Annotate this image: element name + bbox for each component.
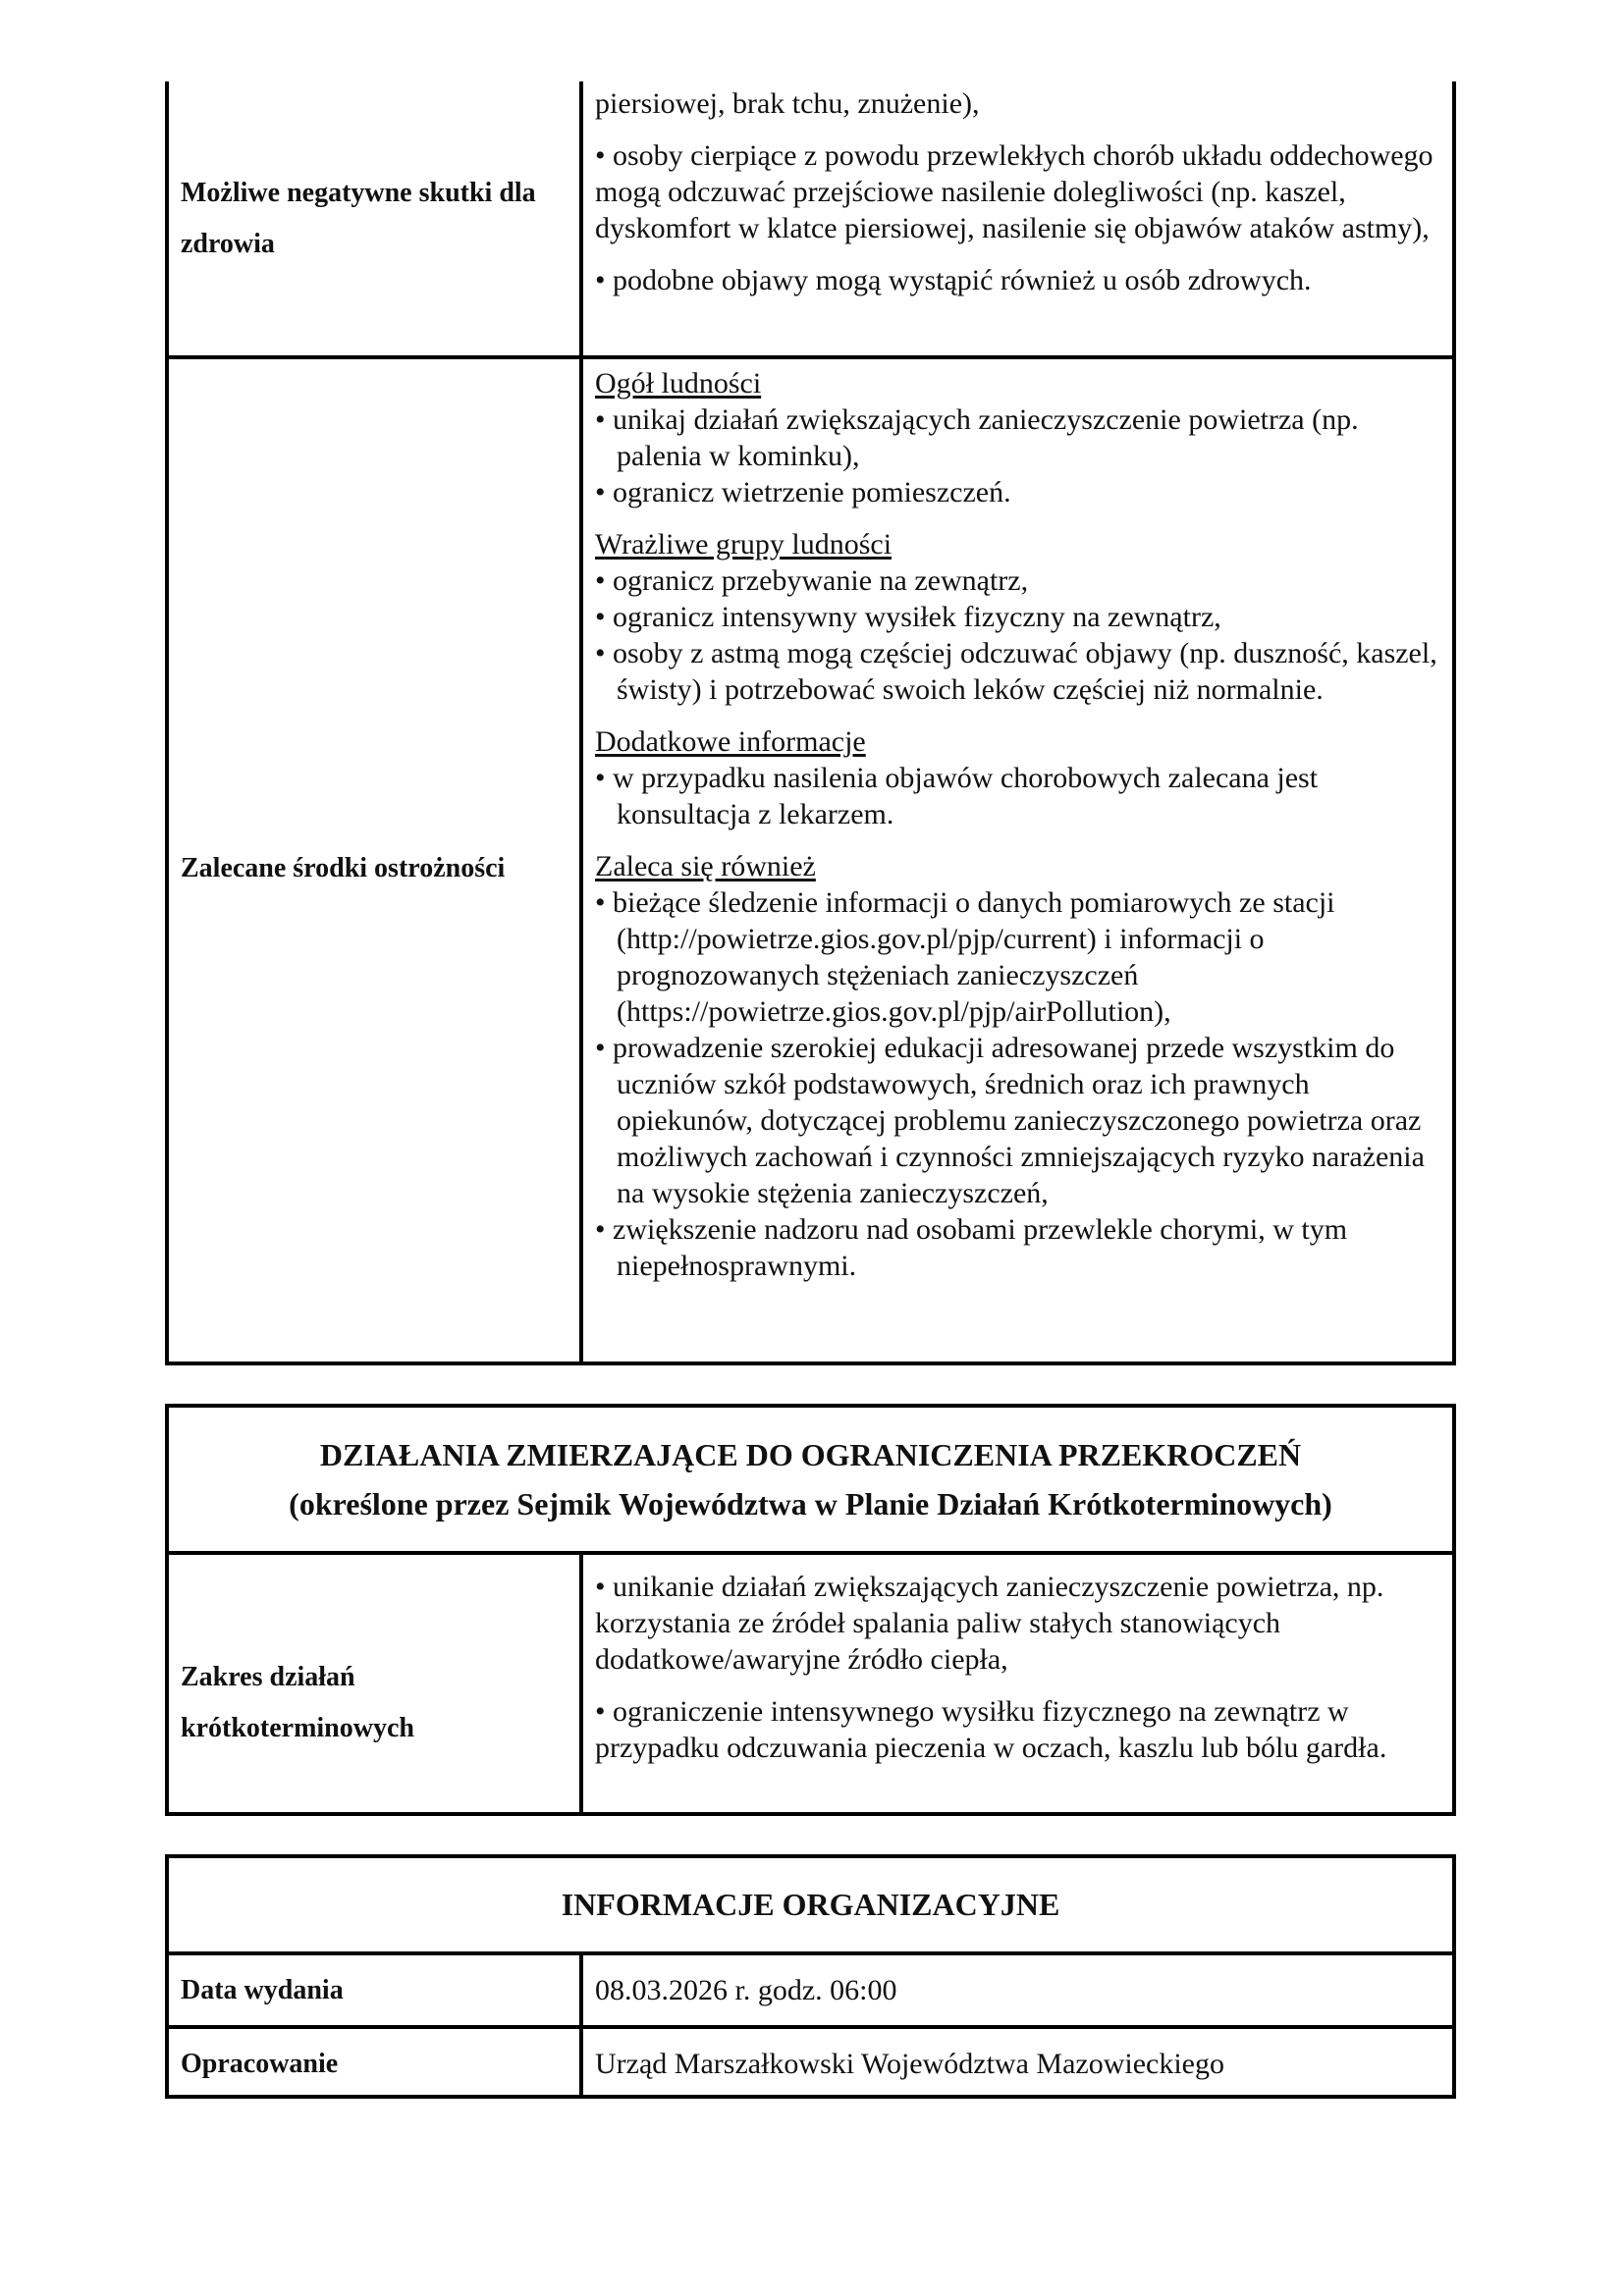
list-item: • unikaj działań zwiększających zanieczyszczenie powietrza (np. palenia w kominku), bbox=[595, 403, 1359, 472]
health-effects-paragraph: piersiowej, brak tchu, znużenie), bbox=[595, 87, 980, 120]
row-prepared-by bbox=[169, 2025, 1452, 2099]
actions-header-subtitle: (określone przez Sejmik Województwa w Planie Działań Krótkoterminowych) bbox=[289, 1486, 1332, 1522]
list-item: • bieżące śledzenie informacji o danych pomiarowych ze stacji (http://powietrze.gios.gov.pl/pjp/current) i informacji o prognozowanych stężeniach zanieczyszczeń (https://powietrze.gios.gov.pl/pjp/airPollution), bbox=[595, 886, 1335, 1028]
section-general-population bbox=[595, 365, 1440, 510]
list-item: • zwiększenie nadzoru nad osobami przewlekle chorymi, w tym niepełnosprawnymi. bbox=[595, 1213, 1348, 1282]
section-title: Zaleca się również bbox=[595, 850, 816, 882]
actions-table bbox=[165, 1404, 1456, 1816]
health-info-table bbox=[165, 81, 1456, 1365]
value-issue-date: 08.03.2026 r. godz. 06:00 bbox=[595, 1974, 897, 2006]
section-additional-info bbox=[595, 723, 1440, 832]
health-effects-paragraph: • osoby cierpiące z powodu przewlekłych chorób układu oddechowego mogą odczuwać przejściowe nasilenie dolegliwości (np. kaszel, dyskomfort w klatce piersiowej, nasilenie się objawów ataków astmy), bbox=[595, 139, 1434, 244]
section-sensitive-groups bbox=[595, 526, 1440, 708]
list-item: • osoby z astmą mogą częściej odczuwać objawy (np. duszność, kaszel, świsty) i potrzebować swoich leków częściej niż normalnie. bbox=[595, 637, 1437, 706]
row-precautions bbox=[169, 355, 1452, 1365]
row-issue-date bbox=[169, 1951, 1452, 2025]
section-also-recommended bbox=[595, 848, 1440, 1284]
row-short-term-actions bbox=[169, 1551, 1452, 1812]
list-item: • prowadzenie szerokiej edukacji adresowanej przede wszystkim do uczniów szkół podstawowych, średnich oraz ich prawnych opiekunów, dotyczącej problemu zanieczyszczonego powietrza oraz możliwych zachowań i czynności zmniejszających ryzyko narażenia na wysokie stężenia zanieczyszczeń, bbox=[595, 1032, 1425, 1209]
org-info-header: INFORMACJE ORGANIZACYJNE bbox=[561, 1887, 1060, 1922]
org-info-table bbox=[165, 1854, 1456, 2099]
label-health-effects: Możliwe negatywne skutki dla zdrowia bbox=[169, 81, 583, 355]
actions-header-title: DZIAŁANIA ZMIERZAJĄCE DO OGRANICZENIA PRZEKROCZEŃ bbox=[319, 1437, 1302, 1472]
section-title: Wrażliwe grupy ludności bbox=[595, 528, 893, 561]
list-item: • ogranicz wietrzenie pomieszczeń. bbox=[595, 476, 1011, 508]
value-short-term-actions bbox=[583, 1555, 1452, 1812]
action-paragraph: • unikanie działań zwiększających zanieczyszczenie powietrza, np. korzystania ze źródeł spalania paliw stałych stanowiących dodatkowe/awaryjne źródło ciepła, bbox=[595, 1571, 1384, 1676]
label-prepared-by: Opracowanie bbox=[169, 2029, 583, 2099]
row-health-effects bbox=[169, 81, 1452, 355]
value-health-effects bbox=[583, 81, 1452, 355]
actions-table-header bbox=[169, 1408, 1452, 1551]
list-item: • ogranicz intensywny wysiłek fizyczny na zewnątrz, bbox=[595, 601, 1221, 633]
section-title: Ogół ludności bbox=[595, 367, 762, 400]
list-item: • w przypadku nasilenia objawów chorobowych zalecana jest konsultacja z lekarzem. bbox=[595, 762, 1319, 830]
label-issue-date: Data wydania bbox=[169, 1955, 583, 2025]
health-effects-paragraph: • podobne objawy mogą wystąpić również u osób zdrowych. bbox=[595, 264, 1312, 296]
section-title: Dodatkowe informacje bbox=[595, 725, 866, 758]
action-paragraph: • ograniczenie intensywnego wysiłku fizycznego na zewnątrz w przypadku odczuwania pieczenia w oczach, kaszlu lub bólu gardła. bbox=[595, 1695, 1387, 1764]
value-prepared-by: Urząd Marszałkowski Województwa Mazowieckiego bbox=[595, 2048, 1224, 2080]
list-item: • ogranicz przebywanie na zewnątrz, bbox=[595, 564, 1029, 597]
label-precautions: Zalecane środki ostrożności bbox=[169, 359, 583, 1365]
label-short-term-actions: Zakres działań krótkoterminowych bbox=[169, 1555, 583, 1812]
value-precautions bbox=[583, 359, 1452, 1365]
